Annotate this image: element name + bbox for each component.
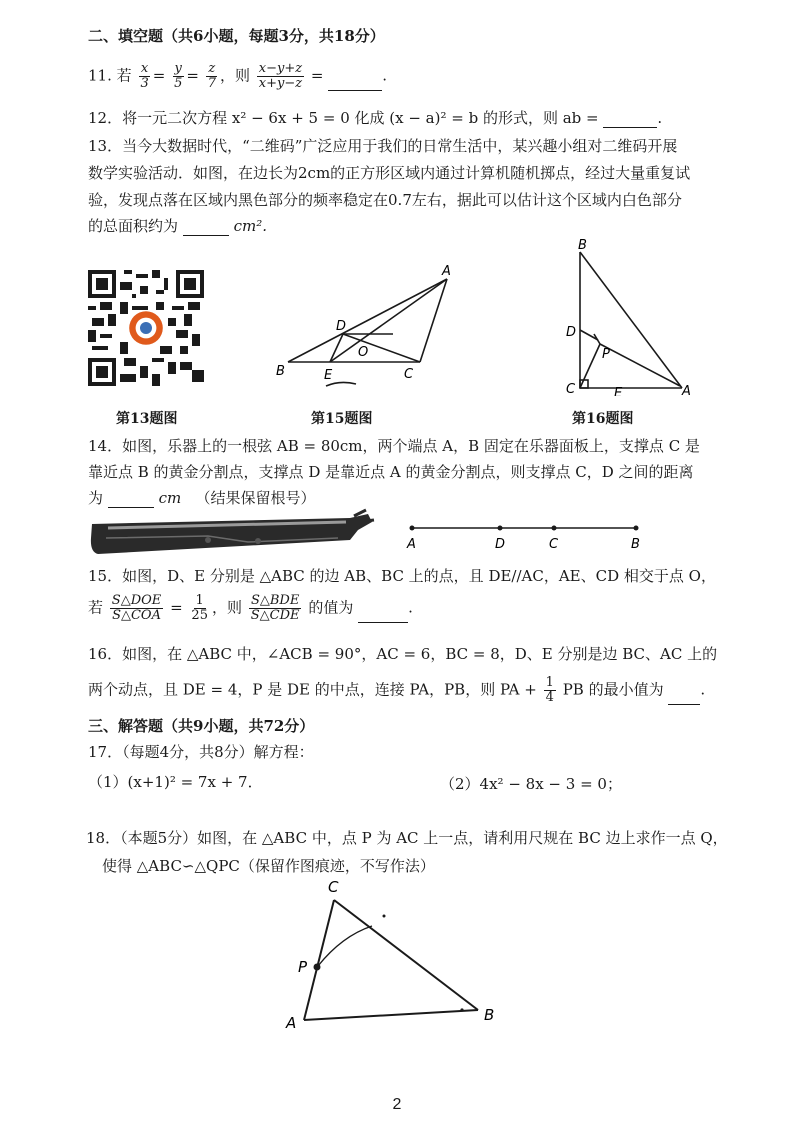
- q11-number: 11.: [88, 66, 112, 85]
- section-2-heading: 二、填空题（共6小题，每题3分，共18分）: [88, 27, 385, 45]
- fig15-label-O: O: [358, 345, 369, 360]
- figure-16-right-triangle: [560, 236, 700, 396]
- q17-part-1: （1）(x+1)² = 7x + 7．: [88, 773, 263, 791]
- qr-code-figure: [88, 270, 204, 386]
- q18-line-1: 18．（本题5分）如图，在 △ABC 中，点 P 为 AC 上一点，请利用尺规在 BC 边上求作一点 Q，: [86, 829, 728, 847]
- fig16-label-B: B: [578, 238, 587, 253]
- q15-line-2: 若 $\frac{\text{S△DOE}}{\text{S△COA}}$ = $\frac{1}{25}$ ，则 $\frac{\text{S△BDE}}{\text{S△CDE}}$ 的值为 .: [88, 593, 413, 623]
- q15-frac-2: $\frac{1}{25}$: [191, 593, 208, 623]
- fig14-label-D: D: [495, 537, 506, 552]
- q11-frac-2: $\frac{y}{5}$: [174, 61, 183, 91]
- caption-figure-13: 第13题图: [116, 411, 178, 427]
- fig16-label-P: P: [602, 347, 610, 362]
- q11-frac-3: $\frac{z}{7}$: [207, 61, 216, 91]
- fig15-label-B: B: [276, 364, 285, 379]
- instrument-image: [88, 508, 378, 558]
- q13-line-4: 的总面积约为 cm².: [88, 217, 267, 235]
- fig15-label-D: D: [336, 319, 347, 334]
- fig14-label-B: B: [631, 537, 640, 552]
- q15-frac-1: $\frac{\text{S△DOE}}{\text{S△COA}}$: [111, 593, 162, 623]
- fig15-label-A: A: [442, 264, 451, 279]
- q16-frac: $\frac{1}{4}$: [545, 675, 554, 705]
- figure-18-triangle: [280, 876, 510, 1036]
- caption-figure-15: 第15题图: [311, 411, 373, 427]
- q17-part-2: （2）4x² − 8x − 3 = 0；: [440, 775, 622, 793]
- fig16-label-A: A: [682, 384, 691, 396]
- q14-line-2: 靠近点 B 的黄金分割点，支撑点 D 是靠近点 A 的黄金分割点，则支撑点 C，D 之间的距离: [88, 463, 694, 481]
- q14-answer-blank[interactable]: [108, 491, 154, 508]
- fig15-label-E: E: [324, 368, 333, 383]
- q15-answer-blank[interactable]: [358, 606, 408, 623]
- fig18-label-B: B: [484, 1006, 495, 1024]
- q16-answer-blank[interactable]: [668, 688, 700, 705]
- q18-line-2: 使得 △ABC∽△QPC（保留作图痕迹，不写作法）: [102, 857, 435, 875]
- fig18-label-P: P: [298, 958, 308, 976]
- figure-15-triangle: [270, 262, 460, 392]
- fig16-label-D: D: [566, 325, 577, 340]
- q13-line-2: 数学实验活动．如图，在边长为2cm的正方形区域内通过计算机随机掷点，经过大量重复试: [88, 164, 691, 182]
- question-12: 12．将一元二次方程 x² − 6x + 5 = 0 化成 (x − a)² = b 的形式，则 ab = .: [88, 109, 663, 127]
- q12-text: 12．将一元二次方程 x² − 6x + 5 = 0 化成 (x − a)² = b 的形式，则 ab =: [88, 109, 599, 127]
- q13-answer-blank[interactable]: [183, 219, 229, 236]
- q14-line-3: 为 cm （结果保留根号）: [88, 489, 316, 507]
- q15-line-1: 15．如图，D、E 分别是 △ABC 的边 AB、BC 上的点，且 DE//AC，AE、CD 相交于点 O，: [88, 567, 716, 585]
- fig18-label-A: A: [286, 1014, 297, 1032]
- section-3-heading: 三、解答题（共9小题，共72分）: [88, 717, 315, 735]
- page-number: 2: [392, 1096, 402, 1113]
- q16-line-2: 两个动点，且 DE = 4，P 是 DE 的中点，连接 PA，PB，则 PA + $\frac{1}{4}$ PB 的最小值为 .: [88, 675, 706, 705]
- fig14-label-C: C: [549, 537, 559, 552]
- q13-line-1: 13．当今大数据时代，“二维码”广泛应用于我们的日常生活中，某兴趣小组对二维码开展: [88, 137, 678, 155]
- fig14-label-A: A: [407, 537, 416, 552]
- q17-heading: 17．（每题4分，共8分）解方程：: [88, 743, 314, 761]
- q16-line-1: 16．如图，在 △ABC 中，∠ACB = 90°，AC = 6，BC = 8，D、E 分别是边 BC、AC 上的: [88, 645, 718, 663]
- q12-answer-blank[interactable]: [603, 111, 657, 128]
- q13-line-3: 验，发现点落在区域内黑色部分的频率稳定在0.7左右，据此可以估计这个区域内白色部分: [88, 191, 682, 209]
- question-11: 11. 若 $\frac{x}{3}$ = $\frac{y}{5}$ = $\frac{z}{7}$ ，则 $\frac{x-y+z}{x+y-z}$ = .: [88, 61, 387, 91]
- caption-figure-16: 第16题图: [572, 411, 634, 427]
- q11-answer-blank[interactable]: [328, 74, 382, 91]
- fig16-label-E: E: [614, 386, 623, 396]
- q15-frac-3: $\frac{\text{S△BDE}}{\text{S△CDE}}$: [250, 593, 300, 623]
- q11-frac-4: $\frac{x-y+z}{x+y-z}$: [258, 61, 303, 91]
- figure-14-segment: [400, 518, 650, 554]
- fig15-label-C: C: [404, 367, 414, 382]
- q14-line-1: 14．如图，乐器上的一根弦 AB = 80cm，两个端点 A，B 固定在乐器面板上，支撑点 C 是: [88, 437, 700, 455]
- q11-lead: 若: [116, 66, 132, 85]
- q11-frac-1: $\frac{x}{3}$: [140, 61, 149, 91]
- fig18-label-C: C: [328, 878, 339, 896]
- fig16-label-C: C: [566, 382, 576, 396]
